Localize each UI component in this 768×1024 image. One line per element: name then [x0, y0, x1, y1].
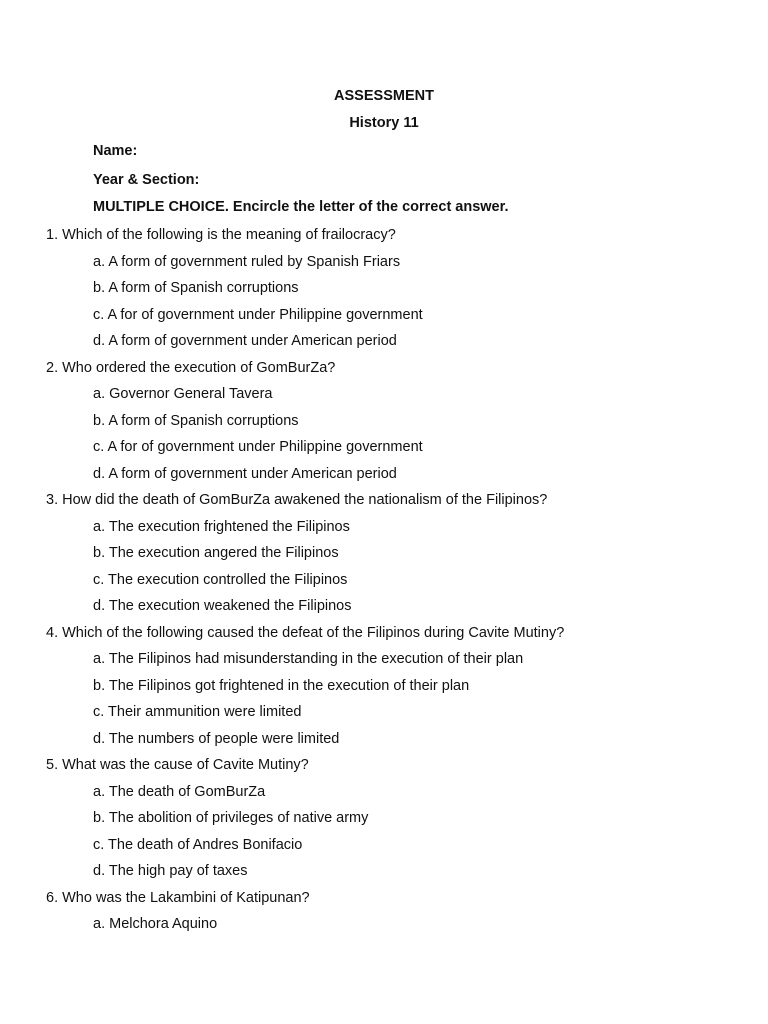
option-d: d. The high pay of taxes [93, 863, 248, 879]
option-c: c. The execution controlled the Filipinos [93, 571, 348, 588]
option-b: b. A form of Spanish corruptions [93, 412, 299, 429]
document-title: ASSESSMENT [334, 88, 434, 104]
question-2 [0, 355, 768, 488]
question-stem: 2. Who ordered the execution of GomBurZa? [46, 359, 336, 376]
question-stem: 1. Which of the following is the meaning of frailocracy? [46, 227, 396, 243]
option-a: a. Governor General Tavera [93, 386, 273, 402]
question-1 [0, 222, 768, 355]
option-b: b. A form of Spanish corruptions [93, 280, 299, 296]
year-section-label: Year & Section: [93, 172, 200, 188]
question-stem: 5. What was the cause of Cavite Mutiny? [46, 757, 309, 773]
option-d: d. A form of government under American period [93, 333, 397, 349]
option-c: c. The death of Andres Bonifacio [93, 836, 303, 853]
instructions: MULTIPLE CHOICE. Encircle the letter of the correct answer. [93, 199, 509, 215]
question-4 [0, 620, 768, 753]
option-a: a. The Filipinos had misunderstanding in the execution of their plan [93, 651, 524, 667]
option-d: d. A form of government under American period [93, 465, 397, 482]
question-3 [0, 487, 768, 620]
option-d: d. The execution weakened the Filipinos [93, 598, 352, 614]
option-a: a. The execution frightened the Filipinos [93, 518, 350, 535]
option-a: a. The death of GomBurZa [93, 783, 266, 800]
question-stem: 3. How did the death of GomBurZa awakened the nationalism of the Filipinos? [46, 492, 548, 508]
question-6 [0, 885, 768, 938]
option-c: c. A for of government under Philippine government [93, 306, 423, 323]
question-stem: 4. Which of the following caused the defeat of the Filipinos during Cavite Mutiny? [46, 624, 565, 641]
option-a: a. A form of government ruled by Spanish Friars [93, 253, 401, 270]
subject-heading: History 11 [349, 115, 419, 131]
option-a: a. Melchora Aquino [93, 916, 218, 932]
option-d: d. The numbers of people were limited [93, 730, 340, 747]
question-5 [0, 752, 768, 885]
question-stem: 6. Who was the Lakambini of Katipunan? [46, 889, 310, 906]
option-b: b. The execution angered the Filipinos [93, 545, 339, 561]
question-list [0, 222, 768, 938]
option-b: b. The abolition of privileges of native army [93, 810, 369, 826]
option-c: c. Their ammunition were limited [93, 704, 302, 720]
name-label: Name: [93, 143, 138, 159]
option-b: b. The Filipinos got frightened in the execution of their plan [93, 677, 470, 694]
option-c: c. A for of government under Philippine government [93, 439, 423, 455]
